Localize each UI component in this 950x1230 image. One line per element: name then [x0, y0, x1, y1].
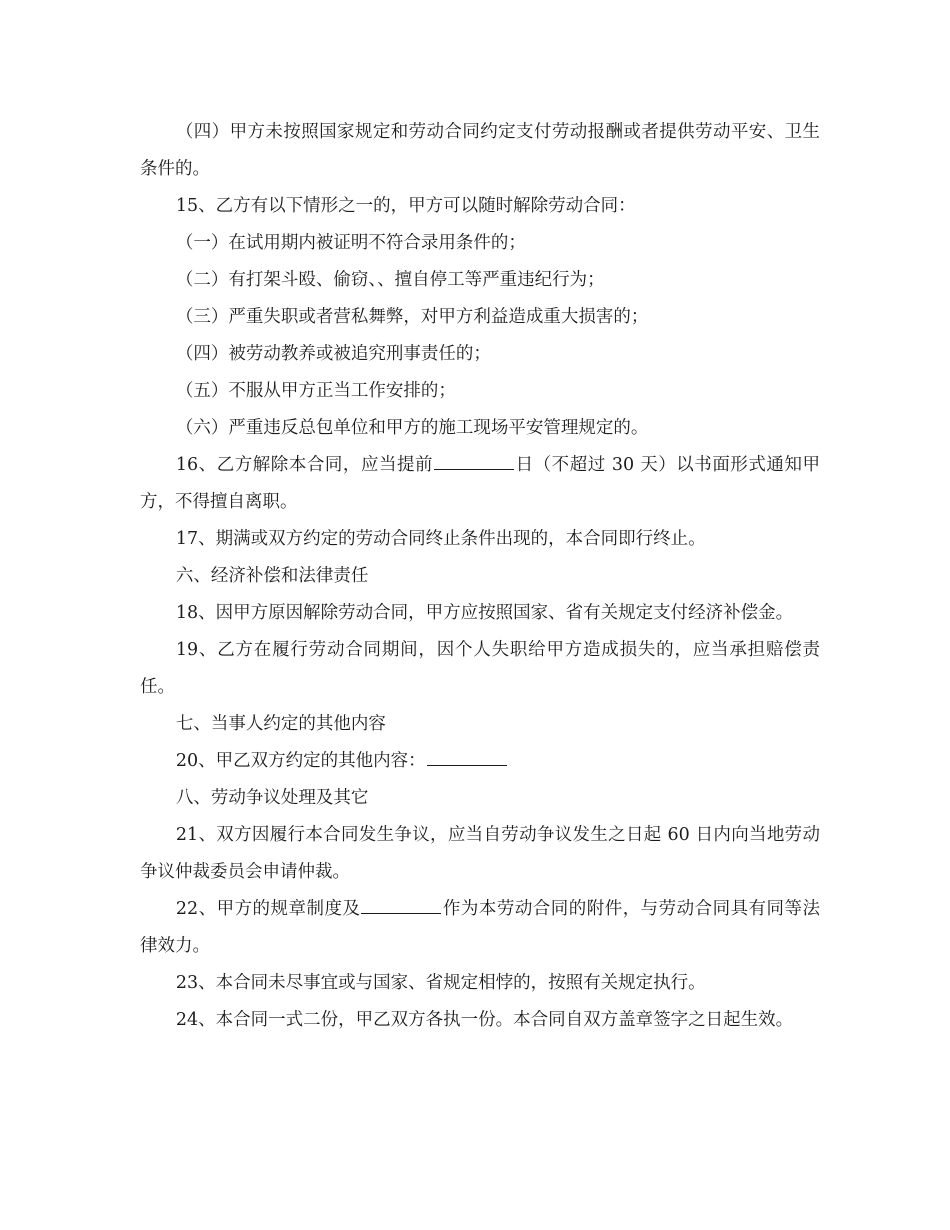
clause-15-item-5: （五）不服从甲方正当工作安排的； — [175, 381, 456, 401]
clause-16-text-after: 日（不超过 30 天）以书面形式通知甲方，不得擅自离职。 — [140, 455, 820, 512]
clause-23-unspecified: 23、本合同未尽事宜或与国家、省规定相悖的，按照有关规定执行。 — [175, 973, 706, 993]
clause-16-text-before: 16、乙方解除本合同，应当提前 — [175, 455, 434, 475]
notice-days-blank[interactable] — [434, 451, 514, 470]
clause-19-liability: 19、乙方在履行劳动合同期间，因个人失职给甲方造成损失的，应当承担赔偿责任。 — [140, 640, 820, 697]
section-7-heading: 七、当事人约定的其他内容 — [175, 714, 386, 734]
clause-20-other-content — [140, 743, 820, 780]
clause-15-item-3: （三）严重失职或者营私舞弊，对甲方利益造成重大损害的； — [175, 307, 649, 327]
section-8-heading: 八、劳动争议处理及其它 — [175, 788, 369, 808]
attachment-blank[interactable] — [361, 895, 441, 914]
clause-15-item-1: （一）在试用期内被证明不符合录用条件的； — [175, 233, 526, 253]
clause-15-heading: 15、乙方有以下情形之一的，甲方可以随时解除劳动合同： — [175, 196, 636, 216]
clause-24-copies: 24、本合同一式二份，甲乙双方各执一份。本合同自双方盖章签字之日起生效。 — [175, 1010, 794, 1030]
clause-21-dispute: 21、双方因履行本合同发生争议，应当自劳动争议发生之日起 60 日内向当地劳动争议仲裁委员会申请仲裁。 — [140, 825, 820, 882]
clause-22-text-after: 作为本劳动合同的附件，与劳动合同具有同等法律效力。 — [140, 899, 820, 956]
clause-17-termination: 17、期满或双方约定的劳动合同终止条件出现的，本合同即行终止。 — [175, 529, 706, 549]
other-content-blank[interactable] — [427, 747, 507, 766]
clause-18-compensation: 18、因甲方原因解除劳动合同，甲方应按照国家、省有关规定支付经济补偿金。 — [175, 603, 794, 623]
clause-4-unpaid-remuneration: （四）甲方未按照国家规定和劳动合同约定支付劳动报酬或者提供劳动平安、卫生条件的。 — [140, 122, 820, 179]
clause-15-item-4: （四）被劳动教养或被追究刑事责任的； — [175, 344, 491, 364]
clause-22-text-before: 22、甲方的规章制度及 — [175, 899, 361, 919]
section-6-heading: 六、经济补偿和法律责任 — [175, 566, 369, 586]
clause-15-item-6: （六）严重违反总包单位和甲方的施工现场平安管理规定的。 — [175, 418, 649, 438]
clause-15-item-2: （二）有打架斗殴、偷窃、、擅自停工等严重违纪行为； — [175, 270, 605, 290]
clause-22-regulations — [140, 891, 820, 965]
clause-16-notice — [140, 447, 820, 521]
clause-20-text-before: 20、甲乙双方约定的其他内容： — [175, 751, 426, 771]
